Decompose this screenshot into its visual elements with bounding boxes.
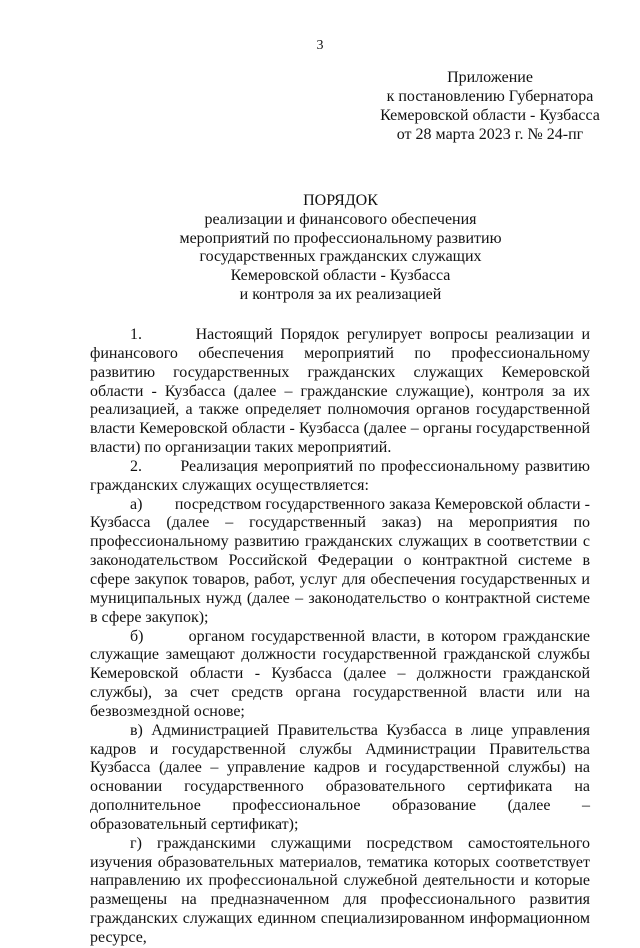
title-heading: ПОРЯДОК xyxy=(303,192,378,209)
page-number: 3 xyxy=(316,38,324,53)
title-line: и контроля за их реализацией xyxy=(239,285,442,303)
document-body xyxy=(90,326,590,948)
title-line: мероприятий по профессиональному развитию xyxy=(179,229,502,247)
paragraph-2v: в) Администрацией Правительства Кузбасса в лице управления кадров и государственной службы Администрации Правительства Кузбасса (далее – управление кадров и государственной службы) на основании государственного образовательного сертификата на дополнительное профессиональное образование (далее – образовательный сертификат); xyxy=(90,721,590,833)
appendix-line: к постановлению Губернатора xyxy=(386,88,594,105)
paragraph-1: 1. Настоящий Порядок регулирует вопросы реализации и финансового обеспечения мероприятий по профессиональному развитию государственных гражданских служащих Кемеровской области - Кузбасса (далее – гражданские служащие), контроля за их реализацией, а также определяет полномочия органов государственной власти Кемеровской области - Кузбасса (далее – органы государственной власти) по организации таких мероприятий. xyxy=(90,326,590,457)
paragraph-2a: а) посредством государственного заказа Кемеровской области - Кузбасса (далее – государственный заказ) на мероприятия по профессиональному развитию гражданских служащих в соответствии с законодательством Российской Федерации о контрактной системе в сфере закупок товаров, работ, услуг для обеспечения государственных и муниципальных нужд (далее – законодательство о контрактной системе в сфере закупок); xyxy=(90,495,590,626)
appendix-line: Приложение xyxy=(447,69,533,86)
paragraph-2b: б) органом государственной власти, в котором гражданские служащие замещают должности государственной гражданской службы Кемеровской области - Кузбасса (далее – должности гражданской службы), за счет средств органа государственной власти или на безвозмездной основе; xyxy=(90,627,590,720)
title-line: государственных гражданских служащих xyxy=(199,248,482,266)
title-line: Кемеровской области - Кузбасса xyxy=(230,267,451,285)
appendix-block xyxy=(370,68,610,144)
document-title xyxy=(88,192,593,305)
appendix-line: Кемеровской области - Кузбасса xyxy=(380,107,600,124)
appendix-line: от 28 марта 2023 г. № 24-пг xyxy=(396,126,584,143)
title-line: реализации и финансового обеспечения xyxy=(204,210,477,228)
paragraph-2: 2. Реализация мероприятий по профессиональному развитию гражданских служащих осуществляется: xyxy=(90,457,590,494)
paragraph-2g: г) гражданскими служащими посредством самостоятельного изучения образовательных материалов, тематика которых соответствует направлению их профессиональной служебной деятельности и которые размещены на предназначенном для профессионального развития гражданских служащих единном специализированном информационном ресурсе, xyxy=(90,834,590,946)
